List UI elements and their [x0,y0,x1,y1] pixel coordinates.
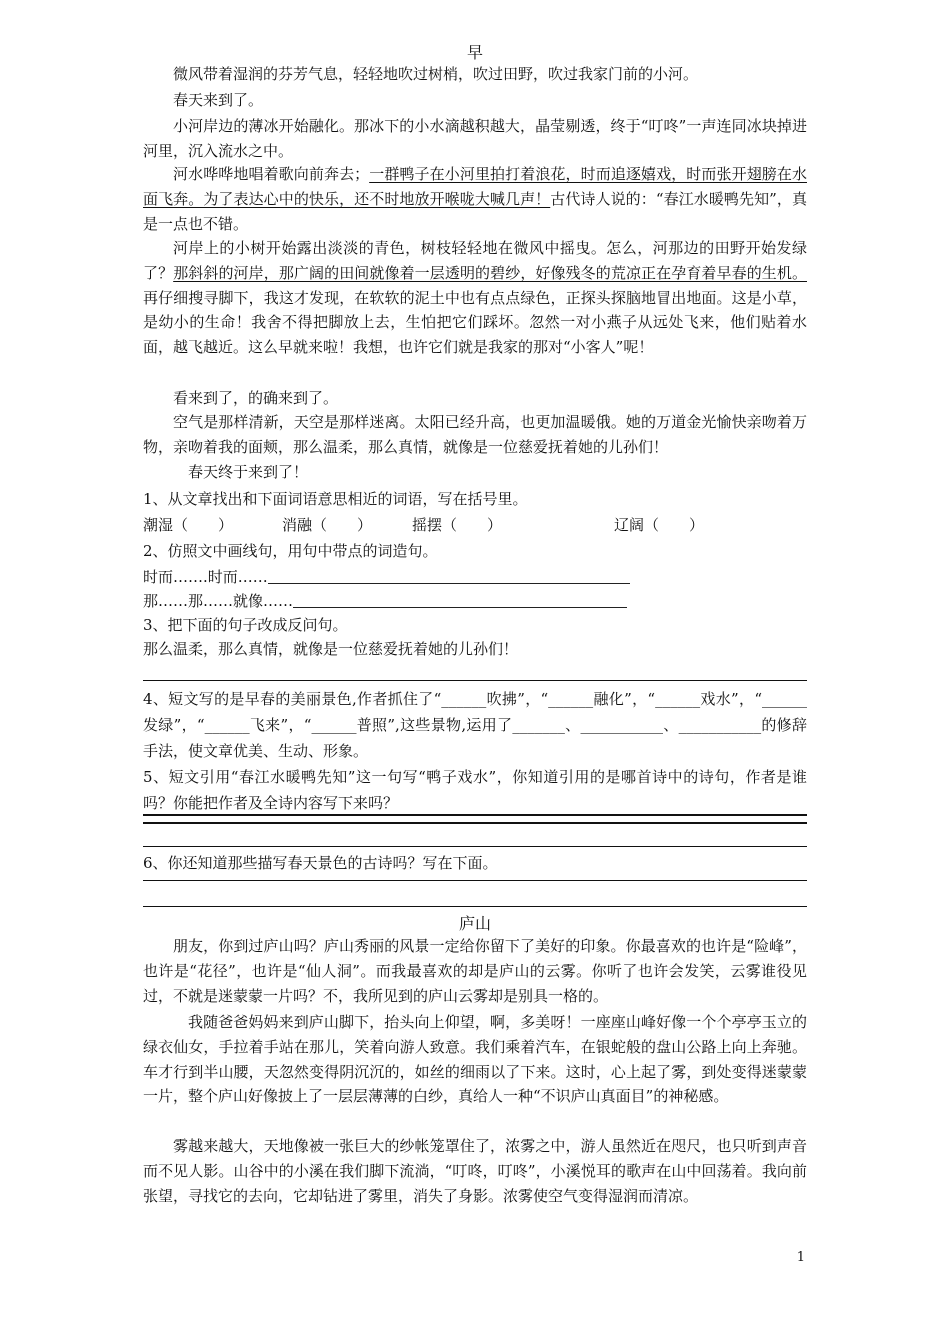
sentence-line-2 [143,590,627,612]
text: 河水哗哗地唱着歌向前奔去； [173,165,370,183]
paragraph [143,162,807,236]
question-3-sentence: 那么温柔，那么真情，就像是一位慈爱抚着她的儿孙们！ [143,640,519,658]
paragraph: 空气是那样清新，天空是那样迷离。太阳已经升高，也更加温暖俄。她的万道金光愉快亲吻着万物，亲吻着我的面颊，那么温柔，那么真情，就像是一位慈爱抚着她的儿孙们！ [143,413,807,456]
question-2: 2、仿照文中画线句，用句中带点的词造句。 [143,542,438,560]
paragraph: 小河岸边的薄冰开始融化。那冰下的小水滴越积越大，晶莹剔透，终于“叮咚”一声连同冰块掉进河里，沉入流水之中。 [143,117,807,160]
underlined-sentence: 那斜斜的河岸，那广阔的田间就像着一层透明的碧纱，好像残冬的荒凉正在孕育着早春的生机。 [173,263,807,282]
paragraph: 春天来到了。 [173,91,264,109]
text: 古代诗人说的：“春江水暖鸭先知”，真是一点也不错。 [143,189,807,233]
paragraph: 朋友，你到过庐山吗？庐山秀丽的风景一定给你留下了美好的印象。你最喜欢的也许是“险峰”，也许是“花径”，也许是“仙人洞”。而我最喜欢的却是庐山的云雾。你听了也许会发笑，云雾谁役见过，不就是迷蒙蒙一片吗？不，我所见到的庐山云雾却是别具一格的。 [143,937,807,1005]
question-6: 6、你还知道那些描写春天景色的古诗吗？写在下面。 [143,854,498,872]
paragraph: 雾越来越大，天地像被一张巨大的纱帐笼罩住了，浓雾之中，游人虽然近在咫尺，也只听到声音而不见人影。山谷中的小溪在我们脚下流淌，“叮咚，叮咚”，小溪悦耳的歌声在山中回荡着。我向前张望，寻找它的去向，它却钻进了雾里，消失了身影。浓雾使空气变得湿润而清凉。 [143,1137,807,1205]
paragraph: 我随爸爸妈妈来到庐山脚下，抬头向上仰望，啊，多美呀！一座座山峰好像一个个亭亭玉立的绿衣仙女，手拉着手站在那儿，笑着向游人致意。我们乘着汽车，在银蛇般的盘山公路上向上奔驰。车才行到半山腰，天忽然变得阴沉沉的，如丝的细雨以了下来。这时，心上起了雾，到处变得迷蒙蒙一片，整个庐山好像披上了一层层薄薄的白纱，真给人一种“不识庐山真面目”的神秘感。 [143,1013,807,1106]
answer-line[interactable] [143,814,807,816]
paragraph: 微风带着湿润的芬芳气息，轻轻地吹过树梢，吹过田野，吹过我家门前的小河。 [173,65,699,83]
answer-line[interactable] [143,680,807,681]
story-title-lushan: 庐山 [458,914,491,933]
vocab-blank[interactable]: 摇摆（ ） [412,516,503,534]
answer-line[interactable] [143,906,807,907]
underlined-sentence: 一群鸭子在小河里拍打着浪花，时而追逐嬉戏，时而张开翅膀在水面飞奔。为了表达心中的快乐，还不时地放开喉咙大喊几声！ [143,165,807,208]
question-4: 4、短文写的是早春的美丽景色,作者抓住了“______吹拂”，“______融化”，“______戏水”，“______发绿”，“______飞来”，“______普照”,这些景物,运用了_______、___________、___________的修辞手法，使文章优美、生动、形象。 [143,690,807,760]
vocab-blank[interactable]: 辽阔（ ） [614,516,705,534]
answer-blank[interactable] [293,593,627,608]
answer-line[interactable] [143,846,807,847]
question-3: 3、把下面的句子改成反问句。 [143,616,348,634]
paragraph [143,236,807,360]
story-title-zao: 早 [466,43,483,62]
vocab-blank[interactable]: 潮湿（ ） [143,516,234,534]
sentence-line-1 [143,566,630,588]
question-1: 1、从文章找出和下面词语意思相近的词语，写在括号里。 [143,490,528,508]
page-number: 1 [796,1250,805,1265]
answer-line[interactable] [143,822,807,824]
pattern-label: 那……那……就像…… [143,592,294,610]
vocab-blank[interactable]: 消融（ ） [282,516,373,534]
answer-blank[interactable] [268,569,630,584]
text: 河岸上的小树开始露出淡淡的青色，树枝轻轻地在微风中摇曳。怎么，河那边的田野开始发绿了？ [143,239,807,282]
answer-line[interactable] [143,880,807,881]
text: 再仔细搜寻脚下，我这才发现，在软软的泥土中也有点点绿色，正探头探脑地冒出地面。这是小草，是幼小的生命！我舍不得把脚放上去，生怕把它们踩坏。忽然一对小燕子从远处飞来，他们贴着水面，越飞越近。这么早就来啦！我想，也许它们就是我家的那对“小客人”呢！ [143,288,807,357]
pattern-label: 时而…….时而…… [143,568,268,586]
paragraph: 春天终于来到了！ [188,463,309,481]
paragraph: 看来到了，的确来到了。 [173,389,339,407]
question-5: 5、短文引用“春江水暖鸭先知”这一句写“鸭子戏水”，你知道引用的是哪首诗中的诗句，作者是谁吗？你能把作者及全诗内容写下来吗？ [143,768,807,812]
